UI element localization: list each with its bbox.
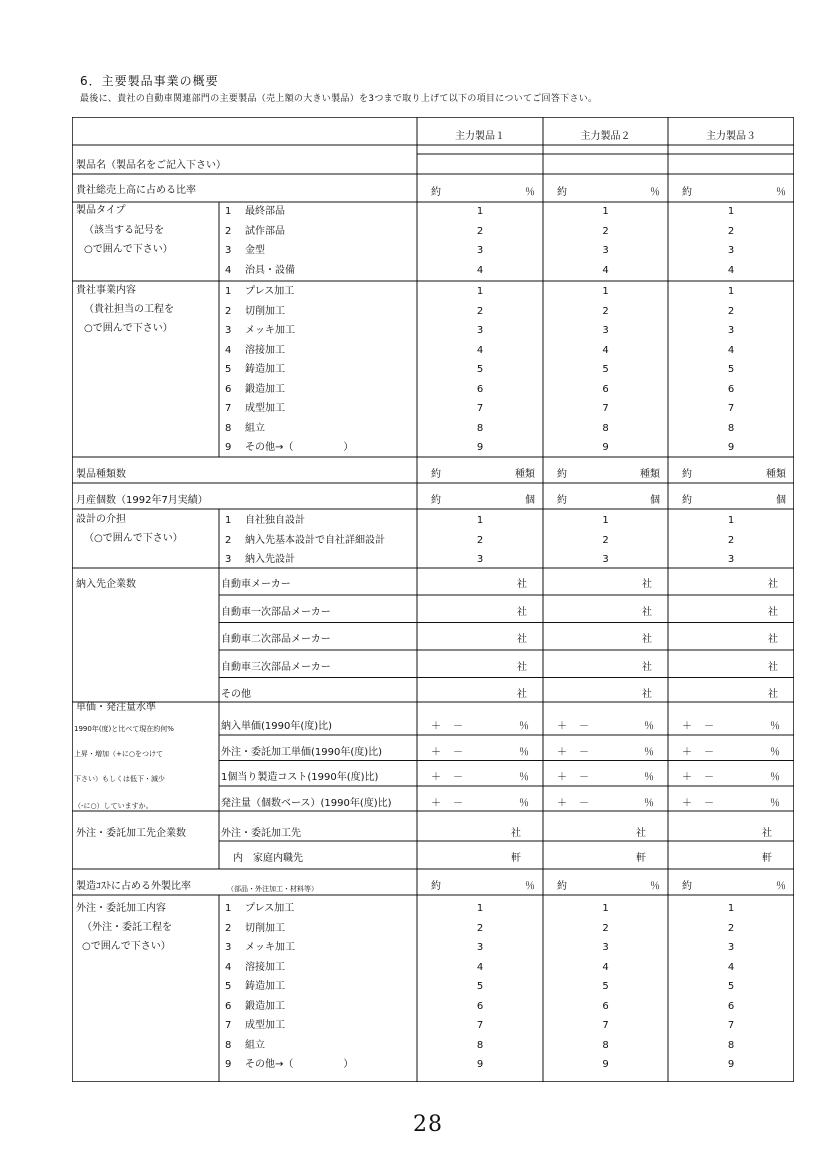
customer-unit-4-col1: 社 [517, 661, 527, 673]
process-code-4-col3: 4 [727, 344, 735, 356]
outsource-process-code-6-col1: 6 [476, 1000, 484, 1012]
outsource-process-code-5-col1: 5 [476, 981, 484, 992]
price-plus-1-col2: ＋ [557, 721, 567, 732]
price-minus-1-col1: － [453, 721, 463, 732]
price-plus-2-col1: ＋ [431, 746, 441, 758]
outsource-process-option-1: プレス加工 [245, 903, 295, 914]
column-header-1: 主力製品１ [455, 131, 505, 142]
product-type-code-3-col2: 3 [602, 245, 609, 256]
process-option-6: 鍛造加工 [245, 383, 285, 395]
label-design: 設計の介担 [76, 514, 126, 525]
label-ext-ratio: 製造ｺｽﾄに占める外製比率 [76, 881, 191, 892]
outsource-process-code-2-col2: 2 [602, 922, 609, 934]
product-type-number-4: 4 [225, 264, 232, 276]
column-header-2: 主力製品２ [580, 131, 631, 142]
outsource-process-number-7: 7 [225, 1020, 232, 1031]
price-pct-1-col1: ％ [519, 721, 529, 732]
process-code-4-col2: 4 [602, 344, 609, 356]
outsource-item-2: 内 家庭内職先 [233, 853, 303, 864]
outsource-process-code-1-col2: 1 [602, 903, 609, 914]
process-code-2-col2: 2 [602, 305, 609, 317]
product-type-code-2-col2: 2 [602, 225, 609, 237]
design-option-2: 納入先基本設計で自社詳細設計 [245, 534, 385, 546]
process-code-9-col3: 9 [727, 442, 735, 453]
monthly-unit-3: 個 [776, 495, 786, 506]
monthly-approx-2: 約 [557, 495, 567, 506]
sales-share-unit-3: ％ [776, 187, 786, 198]
outsource-process-code-9-col2: 9 [602, 1059, 609, 1070]
price-minus-4-col3: － [704, 797, 714, 809]
process-code-1-col1: 1 [476, 286, 484, 297]
section-heading: 6．主要製品事業の概要 [80, 74, 219, 88]
outsource-unit-1-col2: 社 [636, 828, 646, 839]
outsource-process-option-7: 成型加工 [245, 1020, 285, 1031]
outsource-item-1: 外注・委託加工先 [221, 828, 301, 839]
customer-type-5: その他 [221, 689, 251, 700]
process-code-7-col1: 7 [476, 403, 484, 414]
process-code-3-col3: 3 [727, 325, 735, 336]
product-type-code-3-col3: 3 [727, 245, 735, 256]
ext-ratio-approx-3: 約 [682, 881, 692, 892]
price-plus-2-col2: ＋ [557, 746, 567, 758]
outsource-process-option-5: 鋳造加工 [245, 981, 285, 992]
ext-ratio-unit-1: ％ [525, 881, 535, 892]
customer-unit-1-col3: 社 [768, 579, 778, 590]
product-type-number-2: 2 [225, 225, 232, 237]
design-code-1-col3: 1 [727, 515, 735, 526]
label-outsource-count: 外注・委託加工先企業数 [76, 828, 186, 839]
outsource-process-code-7-col2: 7 [602, 1020, 609, 1031]
price-pct-3-col3: ％ [770, 772, 780, 783]
label-price-note3: 下さい）もしくは低下・減少 [74, 775, 165, 783]
kinds-unit-1: 種類 [515, 469, 535, 480]
customer-unit-2-col1: 社 [517, 606, 527, 618]
process-code-6-col1: 6 [476, 383, 484, 395]
outsource-unit-2-col2: 軒 [636, 853, 646, 864]
price-minus-3-col3: － [704, 772, 714, 783]
price-minus-2-col1: － [453, 746, 463, 758]
process-number-7: 7 [225, 403, 232, 414]
product-type-code-3-col1: 3 [476, 245, 484, 256]
process-option-1: プレス加工 [245, 286, 295, 297]
price-minus-2-col3: － [704, 746, 714, 758]
label-product-type: 製品タイプ [76, 205, 126, 216]
outsource-process-code-9-col3: 9 [727, 1059, 735, 1070]
label-price-note4: （-に○）していますか。 [74, 802, 153, 810]
outsource-process-number-9: 9 [225, 1059, 232, 1070]
outsource-process-code-3-col3: 3 [727, 942, 735, 953]
customer-unit-5-col3: 社 [768, 689, 778, 700]
price-item-4: 発注量（個数ベース）(1990年(度)比) [221, 797, 392, 809]
label-product-type-note1: （該当する記号を [84, 225, 164, 236]
outsource-process-number-5: 5 [225, 981, 232, 992]
customer-unit-4-col2: 社 [642, 661, 652, 673]
product-type-code-2-col1: 2 [476, 225, 484, 237]
outsource-process-code-7-col1: 7 [476, 1020, 484, 1031]
outsource-process-number-4: 4 [225, 961, 232, 973]
monthly-approx-3: 約 [682, 495, 692, 506]
label-design-note: （○で囲んで下さい） [84, 533, 183, 544]
customer-unit-5-col1: 社 [517, 689, 527, 700]
product-type-option-3: 金型 [245, 245, 265, 256]
label-product-type-note2: ○で囲んで下さい） [84, 244, 173, 255]
price-minus-1-col3: － [704, 721, 714, 732]
outsource-process-code-6-col2: 6 [602, 1000, 609, 1012]
outsource-process-code-4-col2: 4 [602, 961, 609, 973]
price-plus-3-col1: ＋ [431, 772, 441, 783]
kinds-unit-2: 種類 [640, 469, 660, 480]
kinds-approx-1: 約 [431, 469, 441, 480]
price-item-2: 外注・委託加工単価(1990年(度)比) [221, 746, 383, 758]
outsource-process-code-8-col3: 8 [727, 1039, 735, 1051]
outsource-process-code-5-col2: 5 [602, 981, 609, 992]
outsource-process-number-2: 2 [225, 922, 232, 934]
outsource-process-option-9: その他→（ ） [245, 1059, 354, 1070]
process-code-1-col2: 1 [602, 286, 609, 297]
outsource-unit-2-col1: 軒 [511, 853, 521, 864]
price-pct-4-col1: ％ [519, 797, 529, 809]
sales-share-unit-2: ％ [650, 187, 660, 198]
process-code-2-col1: 2 [476, 305, 484, 317]
price-plus-4-col1: ＋ [431, 797, 441, 809]
label-outsource: 外注・委託加工内容 [76, 903, 166, 914]
outsource-process-number-8: 8 [225, 1039, 232, 1051]
customer-unit-3-col1: 社 [517, 634, 527, 645]
design-code-1-col1: 1 [476, 515, 484, 526]
customer-type-2: 自動車一次部品メーカー [221, 606, 331, 618]
process-code-7-col3: 7 [727, 403, 735, 414]
price-minus-4-col2: － [579, 797, 589, 809]
customer-unit-3-col3: 社 [768, 634, 778, 645]
label-business: 貴社事業内容 [76, 285, 136, 296]
price-minus-3-col1: － [453, 772, 463, 783]
ext-ratio-approx-2: 約 [557, 881, 567, 892]
sales-share-approx-2: 約 [557, 187, 567, 198]
process-number-3: 3 [225, 325, 232, 336]
outsource-process-option-2: 切削加工 [245, 922, 285, 934]
product-type-number-3: 3 [225, 245, 232, 256]
process-option-4: 溶接加工 [245, 344, 285, 356]
process-number-1: 1 [225, 286, 232, 297]
product-type-code-4-col2: 4 [602, 264, 609, 276]
ext-ratio-approx-1: 約 [431, 881, 441, 892]
process-code-6-col2: 6 [602, 383, 609, 395]
label-product-name: 製品名（製品名をご記入下さい） [76, 160, 226, 171]
process-number-4: 4 [225, 344, 232, 356]
label-outsource-note1: （外注・委託工程を [82, 922, 172, 933]
price-minus-1-col2: － [579, 721, 589, 732]
process-code-1-col3: 1 [727, 286, 735, 297]
monthly-unit-1: 個 [525, 495, 535, 506]
price-plus-3-col2: ＋ [557, 772, 567, 783]
design-code-3-col2: 3 [602, 554, 609, 565]
outsource-unit-2-col3: 軒 [762, 853, 772, 864]
price-plus-1-col1: ＋ [431, 721, 441, 732]
outsource-unit-1-col1: 社 [511, 828, 521, 839]
design-number-2: 2 [225, 534, 232, 546]
customer-unit-2-col2: 社 [642, 606, 652, 618]
price-pct-2-col1: ％ [519, 746, 529, 758]
price-plus-4-col3: ＋ [682, 797, 692, 809]
process-code-9-col2: 9 [602, 442, 609, 453]
ext-ratio-unit-2: ％ [650, 881, 660, 892]
process-number-6: 6 [225, 383, 232, 395]
price-pct-2-col3: ％ [770, 746, 780, 758]
outsource-process-code-1-col3: 1 [727, 903, 735, 914]
outsource-process-code-2-col3: 2 [727, 922, 735, 934]
product-type-option-4: 治具・設備 [245, 264, 295, 276]
customer-unit-1-col1: 社 [517, 579, 527, 590]
sales-share-unit-1: ％ [525, 187, 535, 198]
price-item-3: 1個当り製造コスト(1990年(度)比) [221, 772, 379, 783]
process-code-2-col3: 2 [727, 305, 735, 317]
label-business-note2: ○で囲んで下さい） [84, 323, 173, 334]
outsource-process-number-3: 3 [225, 942, 232, 953]
process-code-3-col1: 3 [476, 325, 484, 336]
label-price: 単価・発注量水準 [76, 702, 156, 713]
kinds-approx-2: 約 [557, 469, 567, 480]
outsource-process-option-8: 組立 [245, 1039, 265, 1051]
kinds-approx-3: 約 [682, 469, 692, 480]
product-type-code-2-col3: 2 [727, 225, 735, 237]
process-option-7: 成型加工 [245, 403, 285, 414]
customer-unit-4-col3: 社 [768, 661, 778, 673]
process-number-2: 2 [225, 305, 232, 317]
outsource-process-code-3-col1: 3 [476, 942, 484, 953]
product-type-option-1: 最終部品 [245, 206, 285, 217]
product-type-code-4-col1: 4 [476, 264, 484, 276]
process-option-2: 切削加工 [245, 305, 285, 317]
price-pct-3-col1: ％ [519, 772, 529, 783]
outsource-process-number-6: 6 [225, 1000, 232, 1012]
outsource-process-option-6: 鍛造加工 [245, 1000, 285, 1012]
label-monthly: 月産個数（1992年7月実績） [76, 495, 208, 506]
price-pct-4-col2: ％ [644, 797, 654, 809]
price-minus-3-col2: － [579, 772, 589, 783]
column-header-3: 主力製品３ [706, 131, 756, 142]
kinds-unit-3: 種類 [766, 469, 786, 480]
outsource-process-option-4: 溶接加工 [245, 961, 285, 973]
process-code-5-col1: 5 [476, 364, 484, 375]
price-plus-1-col3: ＋ [682, 721, 692, 732]
process-code-7-col2: 7 [602, 403, 609, 414]
section-instruction: 最後に、貴社の自動車関連部門の主要製品（売上額の大きい製品）を3つまで取り上げて以下の項目についてご回答下さい。 [80, 94, 598, 104]
process-number-8: 8 [225, 422, 232, 434]
price-item-1: 納入単価(1990年(度)比) [221, 721, 333, 732]
price-plus-4-col2: ＋ [557, 797, 567, 809]
design-code-3-col1: 3 [476, 554, 484, 565]
product-type-option-2: 試作部品 [245, 225, 285, 237]
process-option-8: 組立 [245, 422, 265, 434]
customer-type-3: 自動車二次部品メーカー [221, 634, 331, 645]
outsource-process-code-5-col3: 5 [727, 981, 735, 992]
price-plus-3-col3: ＋ [682, 772, 692, 783]
outsource-process-code-9-col1: 9 [476, 1059, 484, 1070]
design-code-2-col1: 2 [476, 534, 484, 546]
label-sales-share: 貴社総売上高に占める比率 [76, 185, 196, 196]
outsource-process-code-1-col1: 1 [476, 903, 484, 914]
price-pct-3-col2: ％ [644, 772, 654, 783]
design-option-1: 自社独自設計 [245, 515, 305, 526]
product-type-code-4-col3: 4 [727, 264, 735, 276]
process-code-8-col2: 8 [602, 422, 609, 434]
outsource-process-code-8-col1: 8 [476, 1039, 484, 1051]
outsource-process-code-2-col1: 2 [476, 922, 484, 934]
outsource-process-code-8-col2: 8 [602, 1039, 609, 1051]
sales-share-approx-3: 約 [682, 187, 692, 198]
monthly-approx-1: 約 [431, 495, 441, 506]
design-code-2-col3: 2 [727, 534, 735, 546]
outsource-unit-1-col3: 社 [762, 828, 772, 839]
design-code-3-col3: 3 [727, 554, 735, 565]
customer-type-1: 自動車メーカー [221, 579, 291, 590]
design-code-1-col2: 1 [602, 515, 609, 526]
process-number-5: 5 [225, 364, 232, 375]
product-type-code-1-col3: 1 [727, 206, 735, 217]
label-price-note2: 上昇・増加（+に○をつけて [74, 750, 163, 758]
customer-type-4: 自動車三次部品メーカー [221, 661, 331, 673]
price-minus-2-col2: － [579, 746, 589, 758]
outsource-process-option-3: メッキ加工 [245, 942, 295, 953]
price-minus-4-col1: － [453, 797, 463, 809]
process-code-5-col3: 5 [727, 364, 735, 375]
product-type-code-1-col2: 1 [602, 206, 609, 217]
process-code-4-col1: 4 [476, 344, 484, 356]
price-pct-1-col3: ％ [770, 721, 780, 732]
process-code-3-col2: 3 [602, 325, 609, 336]
monthly-unit-2: 個 [650, 495, 660, 506]
process-code-8-col1: 8 [476, 422, 484, 434]
page-number: 28 [413, 1112, 443, 1137]
process-code-9-col1: 9 [476, 442, 484, 453]
outsource-process-code-3-col2: 3 [602, 942, 609, 953]
table-grid-lines [72, 117, 794, 1082]
outsource-process-code-4-col3: 4 [727, 961, 735, 973]
customer-unit-3-col2: 社 [642, 634, 652, 645]
outsource-process-code-4-col1: 4 [476, 961, 484, 973]
price-plus-2-col3: ＋ [682, 746, 692, 758]
process-code-8-col3: 8 [727, 422, 735, 434]
price-pct-2-col2: ％ [644, 746, 654, 758]
outsource-process-code-6-col3: 6 [727, 1000, 735, 1012]
process-option-3: メッキ加工 [245, 325, 295, 336]
label-customers: 納入先企業数 [76, 579, 136, 590]
outsource-process-number-1: 1 [225, 903, 232, 914]
label-ext-ratio-note: （部品・外注加工・材料等） [227, 885, 318, 893]
product-type-number-1: 1 [225, 206, 232, 217]
design-option-3: 納入先設計 [245, 554, 295, 565]
sales-share-approx-1: 約 [431, 187, 441, 198]
process-option-9: その他→（ ） [245, 442, 354, 453]
design-number-3: 3 [225, 554, 232, 565]
product-type-code-1-col1: 1 [476, 206, 484, 217]
customer-unit-1-col2: 社 [642, 579, 652, 590]
label-kinds: 製品種類数 [76, 469, 126, 480]
design-code-2-col2: 2 [602, 534, 609, 546]
process-code-6-col3: 6 [727, 383, 735, 395]
label-business-note1: （貴社担当の工程を [84, 304, 174, 315]
outsource-process-code-7-col3: 7 [727, 1020, 735, 1031]
ext-ratio-unit-3: ％ [776, 881, 786, 892]
process-code-5-col2: 5 [602, 364, 609, 375]
customer-unit-2-col3: 社 [768, 606, 778, 618]
label-price-note1: 1990年(度)と比べて現在約何% [74, 725, 174, 733]
process-option-5: 鋳造加工 [245, 364, 285, 375]
design-number-1: 1 [225, 515, 232, 526]
process-number-9: 9 [225, 442, 232, 453]
survey-table [72, 117, 794, 1082]
price-pct-4-col3: ％ [770, 797, 780, 809]
label-outsource-note2: ○で囲んで下さい） [82, 941, 171, 952]
price-pct-1-col2: ％ [644, 721, 654, 732]
customer-unit-5-col2: 社 [642, 689, 652, 700]
